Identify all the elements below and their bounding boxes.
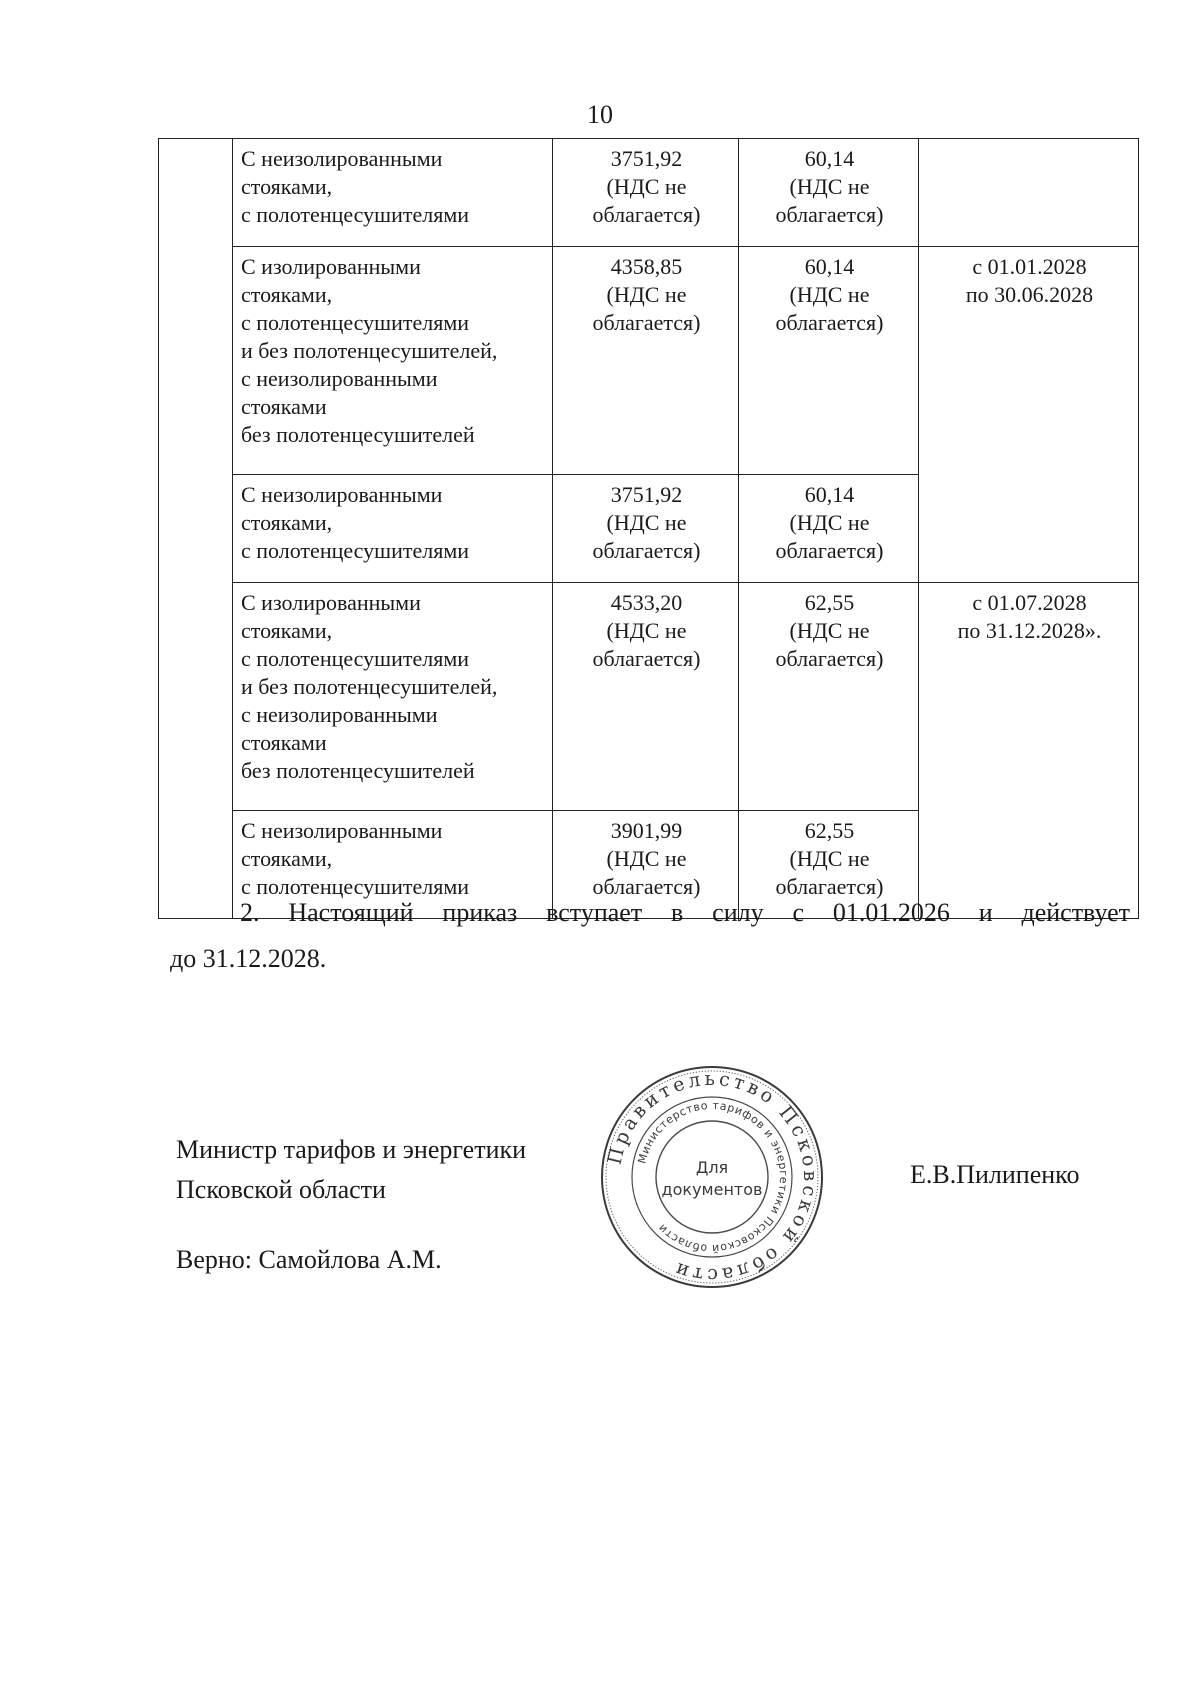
verification-note: Верно: Самойлова А.М. bbox=[176, 1245, 442, 1274]
tariff-description: С изолированными стояками, с полотенцесушителями и без полотенцесушителей, с неизолированными стояками без полотенцесушителей bbox=[233, 583, 553, 811]
tariff-value-cell: 3751,92 (НДС не облагается) bbox=[553, 475, 739, 583]
table-row bbox=[159, 139, 1139, 247]
tariff-value-cell: 60,14 (НДС не облагается) bbox=[739, 475, 919, 583]
stamp-inner-ring bbox=[656, 1121, 768, 1233]
official-stamp-seal bbox=[598, 1063, 826, 1291]
period-cell-empty bbox=[919, 139, 1139, 247]
tariff-value-cell: 4533,20 (НДС не облагается) bbox=[553, 583, 739, 811]
signatory-name: Е.В.Пилипенко bbox=[910, 1160, 1080, 1189]
tariff-value-cell: 4358,85 (НДС не облагается) bbox=[553, 247, 739, 475]
tariff-value: 4533,20 bbox=[610, 590, 683, 615]
tariff-description: С изолированными стояками, с полотенцесушителями и без полотенцесушителей, с неизолированными стояками без полотенцесушителей bbox=[233, 247, 553, 475]
period-cell: с 01.07.2028 по 31.12.2028». bbox=[919, 583, 1139, 919]
table-row bbox=[159, 583, 1139, 811]
tariff-value: 3751,92 bbox=[610, 146, 683, 171]
tariff-value: 4358,85 bbox=[610, 254, 683, 279]
tariff-value-cell: 60,14 (НДС не облагается) bbox=[739, 247, 919, 475]
tariff-value-cell: 62,55 (НДС не облагается) bbox=[739, 811, 919, 919]
stamp-center-line2: документов bbox=[661, 1180, 763, 1199]
page-number: 10 bbox=[587, 100, 613, 129]
tariff-value: 62,55 bbox=[804, 590, 855, 615]
tariff-description: С неизолированными стояками, с полотенцесушителями bbox=[233, 475, 553, 583]
table-row bbox=[159, 247, 1139, 475]
signatory-position: Министр тарифов и энергетики Псковской области bbox=[176, 1135, 527, 1204]
tariff-value: 62,55 bbox=[804, 818, 855, 843]
tariff-value: 3901,99 bbox=[610, 818, 683, 843]
tariff-value: 60,14 bbox=[804, 254, 855, 279]
effective-date-paragraph: 2. Настоящий приказ вступает в силу с 01.01.2026 и действует до 31.12.2028. bbox=[170, 898, 1130, 973]
tariff-value: 3751,92 bbox=[610, 482, 683, 507]
period-cell: с 01.01.2028 по 30.06.2028 bbox=[919, 247, 1139, 583]
table-first-column bbox=[159, 139, 233, 919]
tariff-value-cell: 60,14 (НДС не облагается) bbox=[739, 139, 919, 247]
tariff-description: С неизолированными стояками, с полотенцесушителями bbox=[233, 811, 553, 919]
stamp-outer-text: Правительство Псковской области bbox=[603, 1067, 822, 1287]
tariff-value-cell: 62,55 (НДС не облагается) bbox=[739, 583, 919, 811]
stamp-inner-text: Министерство тарифов и энергетики Псковской области bbox=[635, 1098, 791, 1256]
tariff-description: С неизолированными стояками, с полотенцесушителями bbox=[233, 139, 553, 247]
stamp-center-line1: Для bbox=[695, 1158, 729, 1177]
tariff-value-cell: 3751,92 (НДС не облагается) bbox=[553, 139, 739, 247]
tariff-value-cell: 3901,99 (НДС не облагается) bbox=[553, 811, 739, 919]
tariff-value: 60,14 bbox=[804, 482, 855, 507]
tariff-value: 60,14 bbox=[804, 146, 855, 171]
tariff-table bbox=[158, 138, 1139, 919]
